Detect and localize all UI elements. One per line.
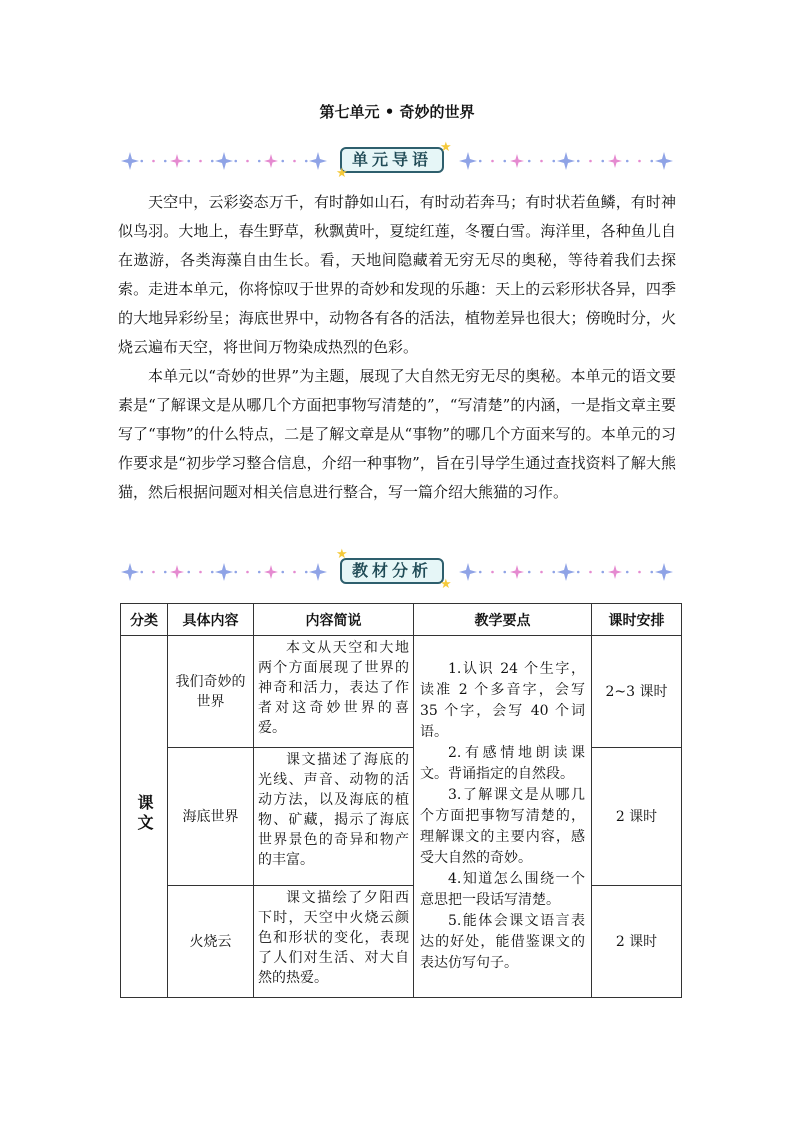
dot-icon: [589, 571, 592, 574]
dot-icon: [199, 571, 202, 574]
dot-icon: [491, 571, 494, 574]
dot-icon: [540, 160, 543, 163]
sparkle-icon: [459, 152, 477, 170]
dot-icon: [650, 160, 653, 163]
teaching-point: 5.能体会课文语言表达的好处，能借鉴课文的表达仿写句子。: [420, 913, 585, 971]
dot-icon: [638, 571, 641, 574]
dot-icon: [258, 160, 261, 163]
dot-icon: [281, 160, 284, 163]
dot-icon: [164, 160, 167, 163]
dot-icon: [234, 160, 237, 163]
dot-icon: [152, 571, 155, 574]
sparkle-icon: [121, 152, 139, 170]
material-analysis-table: [120, 603, 682, 998]
header-hours: 课时安排: [592, 604, 682, 636]
teaching-point: 3.了解课文是从哪几个方面把事物写清楚的，理解课文的主要内容，感受大自然的奇妙。: [420, 787, 585, 866]
dot-icon: [491, 160, 494, 163]
dot-icon: [140, 571, 143, 574]
sparkle-icon: [264, 565, 278, 579]
dot-icon: [540, 571, 543, 574]
dot-icon: [293, 160, 296, 163]
section-label: 单元导语: [340, 147, 444, 173]
star-icon: ★: [440, 140, 452, 155]
header-teaching-points: 教学要点: [414, 604, 592, 636]
sparkle-icon: [309, 152, 327, 170]
dot-icon: [211, 160, 214, 163]
sparkle-icon: [655, 563, 673, 581]
section-label: 教材分析: [340, 558, 444, 584]
dot-icon: [503, 160, 506, 163]
intro-paragraph-2: 本单元以“奇妙的世界”为主题，展现了大自然无穷无尽的奥秘。本单元的语文要素是“了解课文是从哪几个方面把事物写清楚的”，“写清楚”的内涵，一是指文章主要写了“事物”的什么特点，二是了解文章是从“事物”的哪几个方面来写的。本单元的习作要求是“初步学习整合信息，介绍一种事物”，旨在引导学生通过查找资料了解大熊猫，然后根据问题对相关信息进行整合，写一篇介绍大熊猫的习作。: [118, 367, 676, 501]
dot-icon: [152, 160, 155, 163]
dot-icon: [293, 571, 296, 574]
summary-cell: 课文描绘了夕阳西下时，天空中火烧云颜色和形状的变化，表现了人们对生活、对大自然的热爱。: [254, 886, 414, 998]
sparkle-icon: [510, 154, 524, 168]
sparkle-icon: [170, 154, 184, 168]
dot-icon: [577, 160, 580, 163]
sparkle-icon: [170, 565, 184, 579]
table-header-row: [121, 604, 682, 636]
sparkle-icon: [459, 563, 477, 581]
dot-icon: [503, 571, 506, 574]
page-title: 第七单元 • 奇妙的世界: [319, 103, 475, 121]
dot-icon: [246, 571, 249, 574]
dot-icon: [305, 571, 308, 574]
dot-icon: [234, 571, 237, 574]
summary-cell: 本文从天空和大地两个方面展现了世界的神奇和活力，表达了作者对这奇妙世界的喜爱。: [254, 636, 414, 748]
dot-icon: [246, 160, 249, 163]
dot-icon: [187, 571, 190, 574]
table-row: [121, 886, 682, 998]
hours-cell: 2~3 课时: [592, 636, 682, 748]
teaching-point: 4.知道怎么围绕一个意思把一段话写清楚。: [420, 871, 585, 908]
dot-icon: [601, 571, 604, 574]
star-icon: ★: [336, 547, 348, 562]
sparkle-icon: [655, 152, 673, 170]
hours-cell: 2 课时: [592, 886, 682, 998]
teaching-point: 1.认识 24 个生字，读准 2 个多音字，会写 35 个字，会写 40 个词语。: [420, 661, 585, 740]
table-row: [121, 636, 682, 748]
sparkle-icon: [121, 563, 139, 581]
intro-paragraph-1: 天空中，云彩姿态万千，有时静如山石，有时动若奔马；有时状若鱼鳞，有时神似鸟羽。大地上，春生野草，秋飘黄叶，夏绽红莲，冬覆白雪。海洋里，各种鱼儿自在遨游，各类海藻自由生长。看，天地间隐藏着无穷无尽的奥秘，等待着我们去探索。走进本单元，你将惊叹于世界的奇妙和发现的乐趣：天上的云彩形状各异，四季的大地异彩纷呈；海底世界中，动物各有各的活法，植物差异也很大；傍晚时分，火烧云遍布天空，将世间万物染成热烈的色彩。: [118, 193, 676, 356]
content-cell: 我们奇妙的世界: [168, 636, 254, 748]
dot-icon: [528, 160, 531, 163]
dot-icon: [528, 571, 531, 574]
section-banner-material-analysis: [118, 547, 676, 592]
content-cell: 火烧云: [168, 886, 254, 998]
sparkle-icon: [215, 563, 233, 581]
dot-icon: [650, 571, 653, 574]
star-icon: ★: [336, 166, 348, 181]
dot-icon: [164, 571, 167, 574]
dot-icon: [638, 160, 641, 163]
dot-icon: [281, 571, 284, 574]
dot-icon: [552, 160, 555, 163]
sparkle-icon: [264, 154, 278, 168]
header-category: 分类: [121, 604, 168, 636]
summary-cell: 课文描述了海底的光线、声音、动物的活动方法，以及海底的植物、矿藏，揭示了海底世界景色的奇异和物产的丰富。: [254, 748, 414, 886]
content-cell: 海底世界: [168, 748, 254, 886]
table-row: [121, 748, 682, 886]
dot-icon: [479, 160, 482, 163]
dot-icon: [626, 160, 629, 163]
category-cell: 课文: [121, 636, 168, 998]
teaching-point: 2.有感情地朗读课文。背诵指定的自然段。: [420, 745, 585, 782]
dot-icon: [626, 571, 629, 574]
sparkle-icon: [309, 563, 327, 581]
sparkle-icon: [608, 565, 622, 579]
sparkle-icon: [557, 563, 575, 581]
dot-icon: [258, 571, 261, 574]
sparkle-icon: [557, 152, 575, 170]
dot-icon: [199, 160, 202, 163]
sparkle-icon: [608, 154, 622, 168]
dot-icon: [589, 160, 592, 163]
sparkle-icon: [215, 152, 233, 170]
dot-icon: [601, 160, 604, 163]
header-summary: 内容简说: [254, 604, 414, 636]
dot-icon: [479, 571, 482, 574]
sparkle-icon: [510, 565, 524, 579]
star-icon: ★: [440, 577, 452, 592]
section-banner-unit-intro: [118, 140, 676, 181]
dot-icon: [305, 160, 308, 163]
dot-icon: [577, 571, 580, 574]
dot-icon: [552, 571, 555, 574]
teaching-points-cell: [414, 636, 592, 998]
dot-icon: [187, 160, 190, 163]
header-content: 具体内容: [168, 604, 254, 636]
dot-icon: [140, 160, 143, 163]
dot-icon: [211, 571, 214, 574]
hours-cell: 2 课时: [592, 748, 682, 886]
